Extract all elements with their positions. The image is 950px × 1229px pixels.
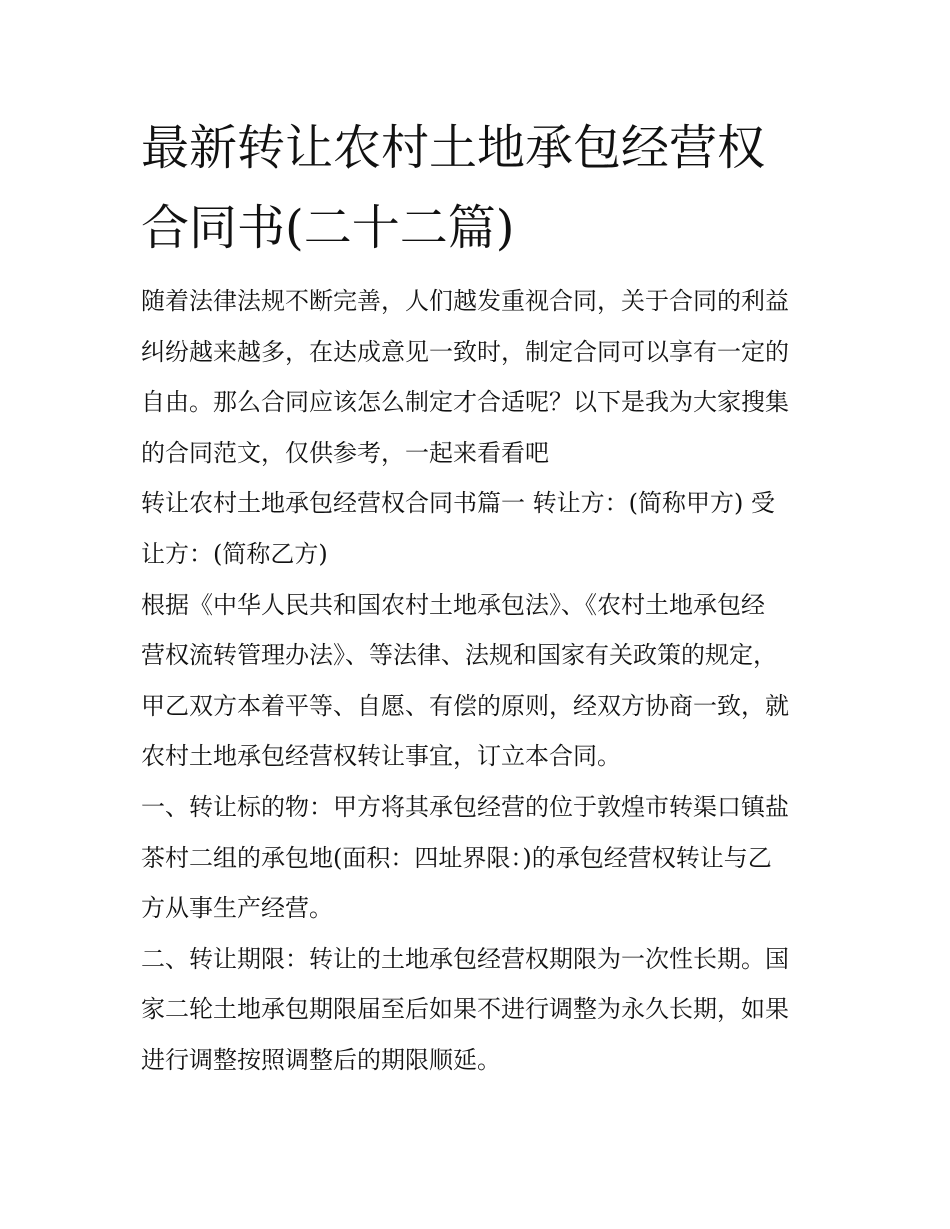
text-line: 让方：(简称乙方) (141, 539, 328, 568)
paragraph-clause-1 (141, 782, 813, 934)
text-line: 方从事生产经营。 (141, 894, 333, 923)
paragraph-clause-2 (141, 934, 813, 1086)
text-line: 家二轮土地承包期限届至后如果不进行调整为永久长期，如果 (141, 995, 789, 1024)
text-line: 茶村二组的承包地(面积：四址界限：)的承包经营权转让与乙 (141, 843, 772, 872)
paragraph-intro (141, 276, 813, 478)
title-line-2: 合同书(二十二篇) (141, 200, 515, 256)
text-line: 根据《中华人民共和国农村土地承包法》、《农村土地承包经 (141, 590, 765, 619)
text-line: 进行调整按照调整后的期限顺延。 (141, 1045, 501, 1074)
document-title (141, 108, 821, 268)
text-line: 甲乙双方本着平等、自愿、有偿的原则，经双方协商一致，就 (141, 691, 789, 720)
text-line: 二、转让期限：转让的土地承包经营权期限为一次性长期。国 (141, 944, 789, 973)
text-line: 营权流转管理办法》、等法律、法规和国家有关政策的规定， (141, 641, 777, 670)
paragraph-legal-basis (141, 580, 813, 782)
text-line: 随着法律法规不断完善，人们越发重视合同，关于合同的利益 (141, 287, 789, 315)
text-line: 的合同范文，仅供参考，一起来看看吧 (141, 438, 549, 467)
text-line: 纠纷越来越多，在达成意见一致时，制定合同可以享有一定的 (141, 337, 789, 366)
text-line: 一、转让标的物：甲方将其承包经营的位于敦煌市转渠口镇盐 (141, 792, 789, 821)
text-line: 自由。那么合同应该怎么制定才合适呢？以下是我为大家搜集 (141, 388, 789, 417)
paragraph-parties (141, 478, 813, 579)
title-line-1: 最新转让农村土地承包经营权 (141, 120, 766, 176)
text-line: 转让农村土地承包经营权合同书篇一 转让方：(简称甲方) 受 (141, 489, 775, 518)
text-line: 农村土地承包经营权转让事宜，订立本合同。 (141, 742, 621, 771)
document-body (141, 276, 813, 1086)
